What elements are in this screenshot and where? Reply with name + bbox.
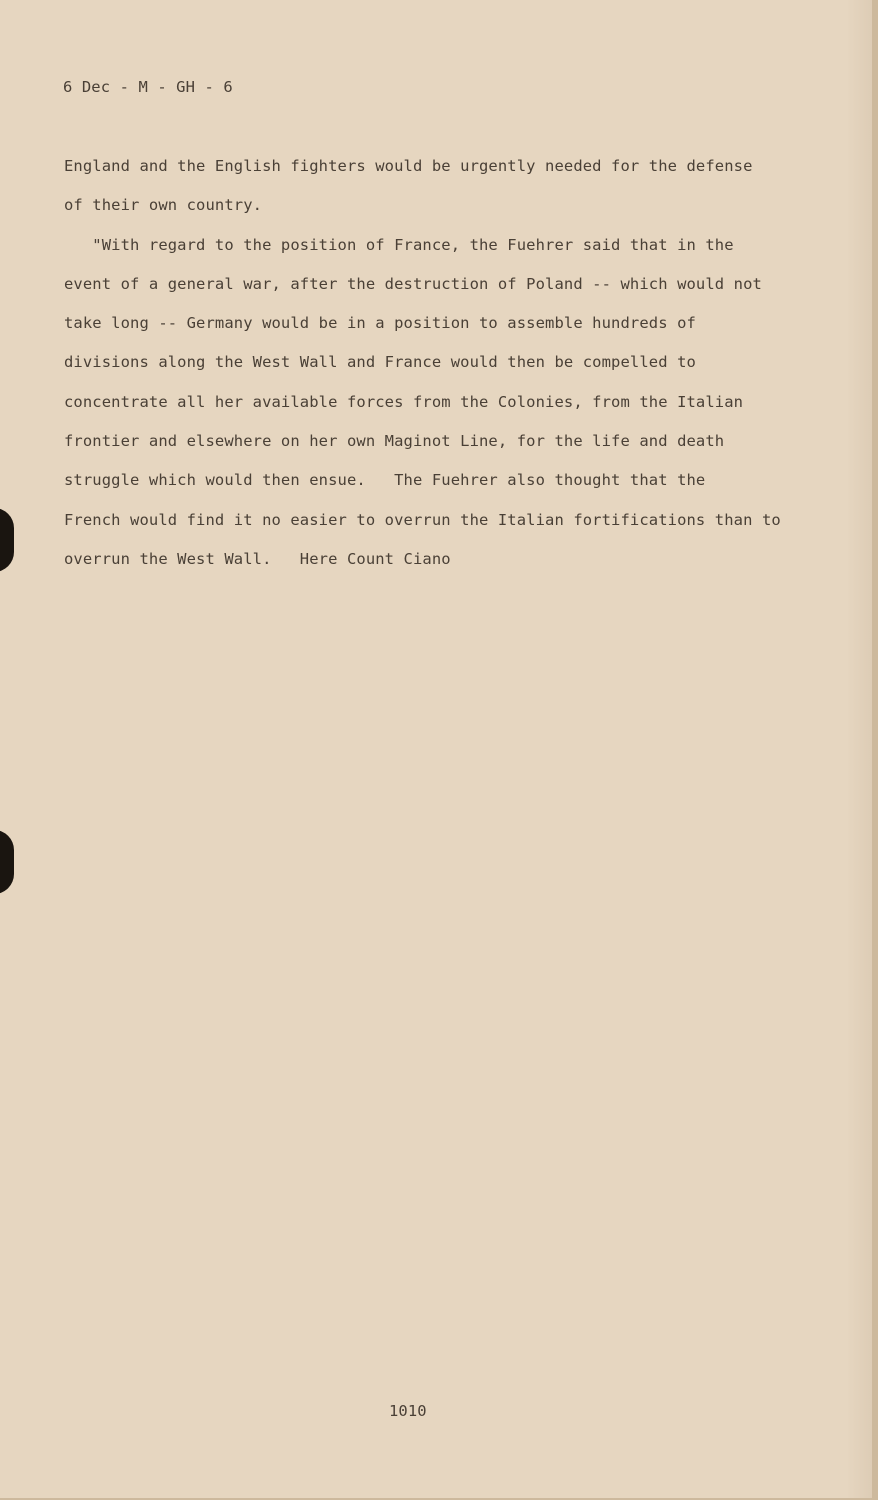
- binder-hole-top: [0, 508, 14, 572]
- text-line: divisions along the West Wall and France would then be compelled to: [64, 353, 696, 372]
- body-text: [64, 151, 781, 583]
- text-line: event of a general war, after the destruction of Poland -- which would not: [64, 274, 762, 293]
- page-edge-shadow: [846, 0, 872, 1500]
- page-number: 1010: [389, 1402, 427, 1420]
- document-reference-header: 6 Dec - M - GH - 6: [63, 78, 233, 96]
- text-line: take long -- Germany would be in a position to assemble hundreds of: [64, 314, 696, 333]
- text-line: concentrate all her available forces from the Colonies, from the Italian: [64, 392, 744, 411]
- text-line: struggle which would then ensue. The Fuehrer also thought that the: [64, 471, 706, 490]
- text-line: frontier and elsewhere on her own Maginot Line, for the life and death: [64, 432, 725, 451]
- text-line: England and the English fighters would be urgently needed for the defense: [64, 157, 753, 175]
- text-line: of their own country.: [64, 196, 263, 215]
- text-line: French would find it no easier to overrun the Italian fortifications than to: [64, 510, 781, 529]
- text-line: "With regard to the position of France, the Fuehrer said that in the: [64, 235, 734, 254]
- binder-hole-bottom: [0, 830, 14, 894]
- text-line: overrun the West Wall. Here Count Ciano: [64, 549, 451, 568]
